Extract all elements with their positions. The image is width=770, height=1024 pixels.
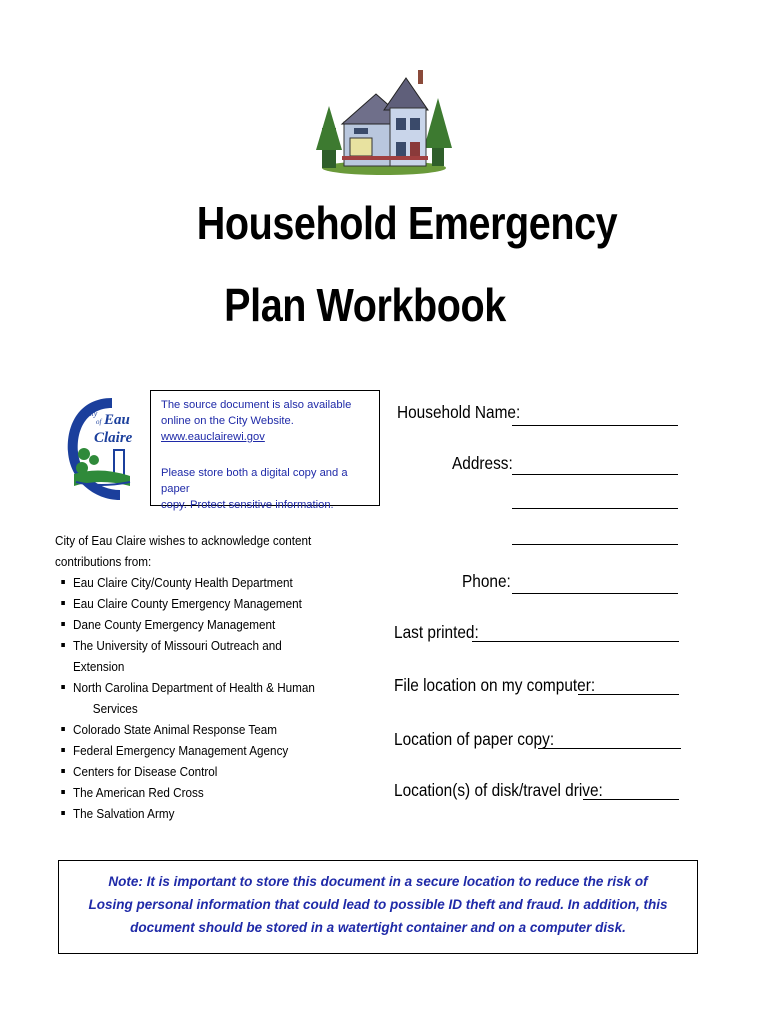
list-item: Eau Claire County Emergency Management: [55, 593, 325, 614]
acknowledgement-intro: City of Eau Claire wishes to acknowledge content contributions from:: [55, 533, 312, 569]
logo-city-text: City: [84, 409, 98, 418]
source-text-2b: copy. Protect sensitive information.: [161, 499, 334, 511]
list-item: Federal Emergency Management Agency: [55, 740, 325, 761]
household-name-label: Household Name:: [397, 402, 521, 422]
page-title-line1: Household Emergency: [196, 197, 618, 249]
source-text-1b: online on the City Website.: [161, 415, 294, 427]
logo-of-text: of: [96, 418, 102, 426]
city-logo: [60, 394, 160, 504]
list-item: Centers for Disease Control: [55, 761, 325, 782]
file-location-label: File location on my computer:: [394, 675, 596, 695]
acknowledgement-section: [55, 530, 325, 824]
house-illustration: [314, 68, 454, 176]
note-line3: document should be stored in a watertight container and on a computer disk.: [130, 920, 626, 935]
city-website-link[interactable]: www.eauclairewi.gov: [161, 431, 265, 443]
last-printed-field[interactable]: [472, 641, 679, 642]
note-line1: Note: It is important to store this document in a secure location to reduce the risk of: [108, 874, 648, 889]
list-item: Dane County Emergency Management: [55, 614, 325, 635]
list-item: Colorado State Animal Response Team: [55, 719, 325, 740]
file-location-field[interactable]: [578, 694, 679, 695]
address-label: Address:: [452, 453, 513, 473]
logo-eau-text: Eau: [104, 412, 130, 428]
paper-location-field[interactable]: [538, 748, 681, 749]
list-item: The University of Missouri Outreach and Extension: [55, 635, 325, 677]
address-field-line2[interactable]: [512, 508, 678, 509]
source-info-box: [150, 390, 380, 511]
source-text-2a: Please store both a digital copy and a paper: [161, 467, 348, 495]
disk-location-label: Location(s) of disk/travel drive:: [394, 780, 603, 800]
page-title-line2: Plan Workbook: [224, 279, 506, 331]
security-note-box: [58, 860, 698, 954]
last-printed-label: Last printed:: [394, 622, 479, 642]
phone-field[interactable]: [512, 593, 678, 594]
address-field-line1[interactable]: [512, 474, 678, 475]
phone-label: Phone:: [462, 571, 511, 591]
list-item: Eau Claire City/County Health Department: [55, 572, 325, 593]
list-item-continuation: Services: [92, 701, 138, 716]
address-field-line3[interactable]: [512, 544, 678, 545]
list-item: North Carolina Department of Health & Human: [55, 677, 325, 698]
list-item: The American Red Cross: [55, 782, 325, 803]
disk-location-field[interactable]: [583, 799, 679, 800]
source-text-1a: The source document is also available: [161, 399, 352, 411]
logo-claire-text: Claire: [94, 430, 133, 446]
list-item: The Salvation Army: [55, 803, 325, 824]
contributors-list: [55, 572, 325, 824]
paper-location-label: Location of paper copy:: [394, 729, 555, 749]
household-name-field[interactable]: [512, 425, 678, 426]
note-line2: Losing personal information that could lead to possible ID theft and fraud. In addition, this: [88, 897, 668, 912]
